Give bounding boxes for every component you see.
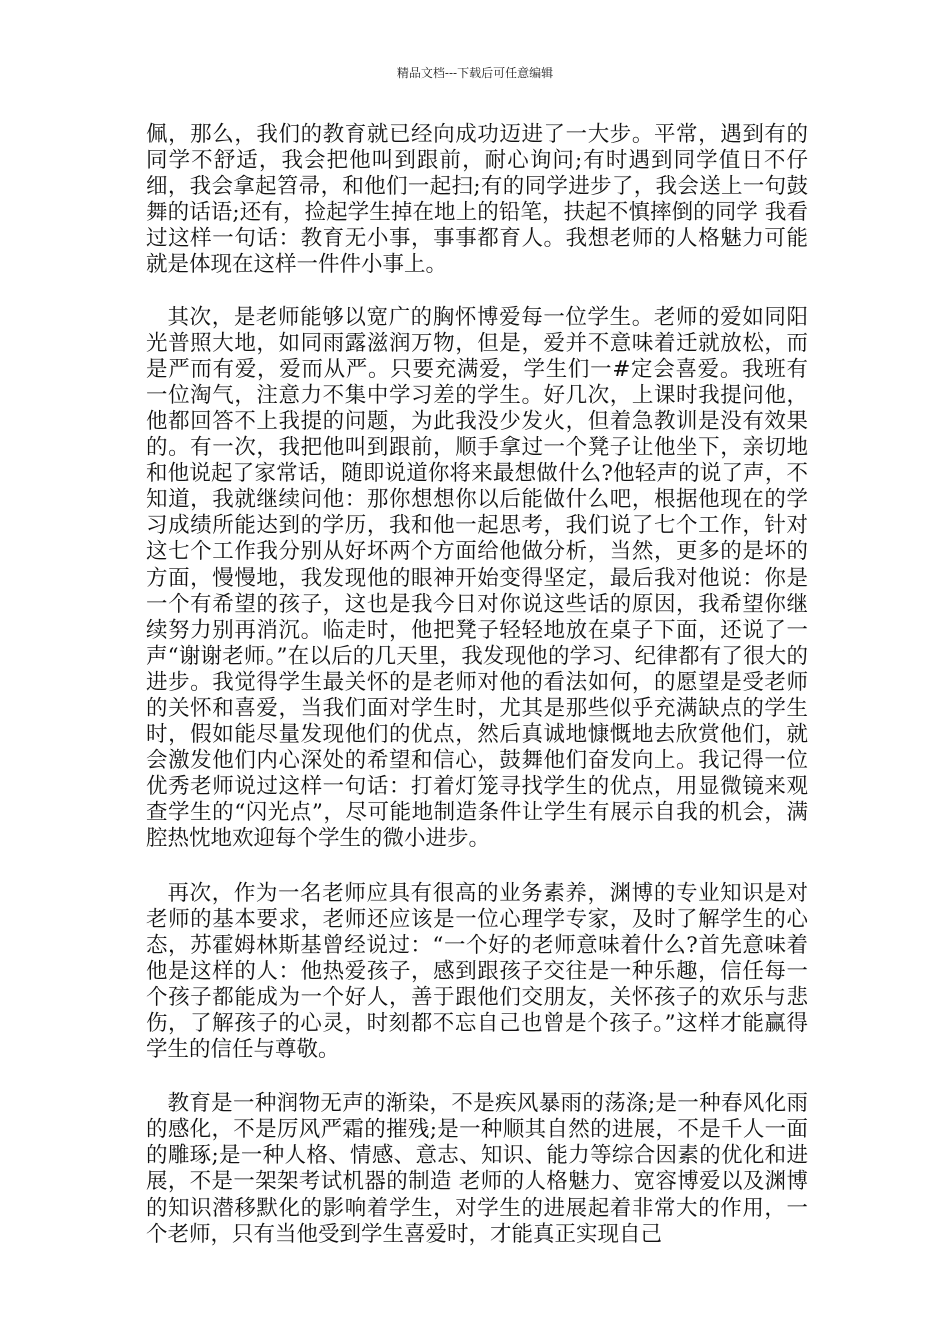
paragraph-2: 其次，是老师能够以宽广的胸怀博爱每一位学生。老师的爱如同阳光普照大地，如同雨露滋润万物，但是，爱并不意味着迁就放松，而是严而有爱，爱而从严。只要充满爱，学生们一#定会喜爱。我班有一位淘气，注意力不集中学习差的学生。好几次，上课时我提问他，他都回答不上我提的问题，为此我没少发火，但着急教训是没有效果的。有一次，我把他叫到跟前，顺手拿过一个凳子让他坐下，亲切地和他说起了家常话，随即说道你将来最想做什么?他轻声的说了声，不知道，我就继续问他：那你想想你以后能做什么吧，根据他现在的学习成绩所能达到的学历，我和他一起思考，我们说了七个工作，针对这七个工作我分别从好坏两个方面给他做分析，当然，更多的是坏的方面，慢慢地，我发现他的眼神开始变得坚定，最后我对他说：你是一个有希望的孩子，这也是我今日对你说这些话的原因，我希望你继续努力别再消沉。临走时，他把凳子轻轻地放在桌子下面，还说了一声“谢谢老师。”在以后的几天里，我发现他的学习、纪律都有了很大的进步。我觉得学生最关怀的是老师对他的看法如何，的愿望是受老师的关怀和喜爱，当我们面对学生时，尤其是那些似乎充满缺点的学生时，假如能尽量发现他们的优点，然后真诚地慷慨地去欣赏他们，就会激发他们内心深处的希望和信心，鼓舞他们奋发向上。我记得一位优秀老师说过这样一句话：打着灯笼寻找学生的优点，用显微镜来观查学生的“闪光点”，尽可能地制造条件让学生有展示自我的机会，满腔热忱地欢迎每个学生的微小进步。	[146, 304, 808, 852]
paragraph-3: 再次，作为一名老师应具有很高的业务素养，渊博的专业知识是对老师的基本要求，老师还应该是一位心理学专家，及时了解学生的心态，苏霍姆林斯基曾经说过：“一个好的老师意味着什么?首先意味着他是这样的人：他热爱孩子，感到跟孩子交往是一种乐趣，信任每一个孩子都能成为一个好人，善于跟他们交朋友，关怀孩子的欢乐与悲伤，了解孩子的心灵，时刻都不忘自己也曾是个孩子。”这样才能赢得学生的信任与尊敬。	[146, 880, 808, 1063]
page-header: 精品文档---下载后可任意编辑	[396, 66, 554, 80]
paragraph-1: 佩，那么，我们的教育就已经向成功迈进了一大步。平常，遇到有的同学不舒适，我会把他叫到跟前，耐心询问;有时遇到同学值日不仔细，我会拿起笤帚，和他们一起扫;有的同学进步了，我会送上一句鼓舞的话语;还有，捡起学生掉在地上的铅笔，扶起不慎摔倒的同学 我看过这样一句话：教育无小事，事事都育人。我想老师的人格魅力可能就是体现在这样一件件小事上。	[146, 122, 808, 278]
paragraph-4: 教育是一种润物无声的渐染，不是疾风暴雨的荡涤;是一种春风化雨的感化，不是厉风严霜的摧残;是一种顺其自然的进展，不是千人一面的雕琢;是一种人格、情感、意志、知识、能力等综合因素的优化和进展，不是一架架考试机器的制造 老师的人格魅力、宽容博爱以及渊博的知识潜移默化的影响着学生，对学生的进展起着非常大的作用，一个老师，只有当他受到学生喜爱时，才能真正实现自己	[146, 1091, 808, 1247]
document-body	[146, 122, 808, 1248]
